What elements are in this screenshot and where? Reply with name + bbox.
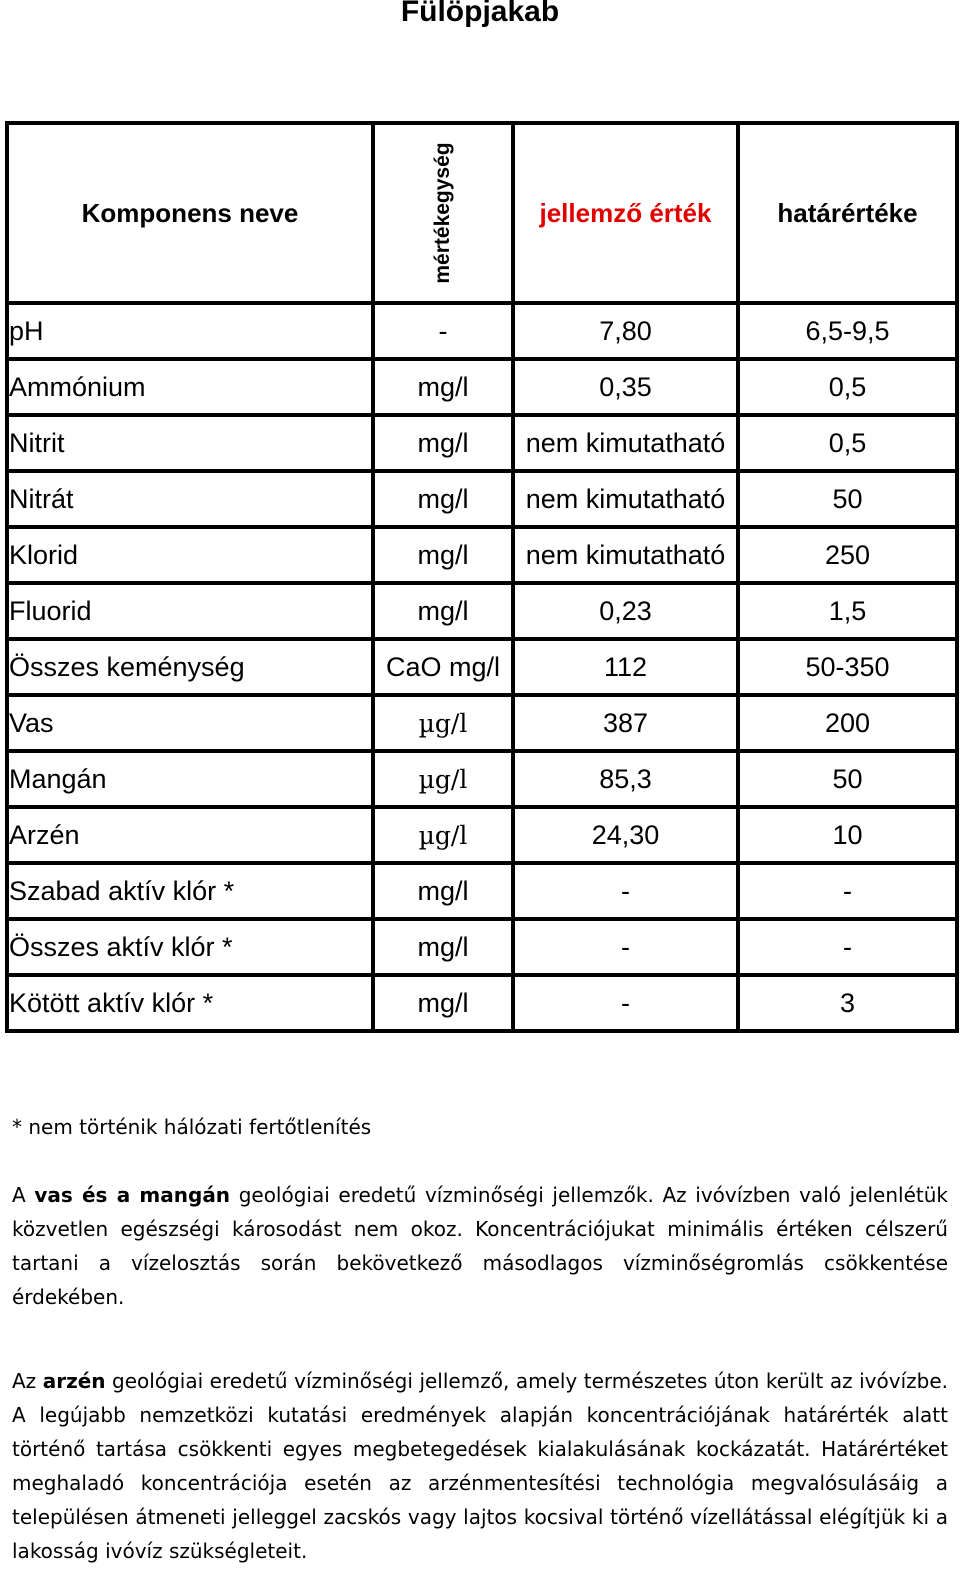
header-limit-value: határértéke <box>738 123 957 303</box>
cell-typical-value: - <box>513 863 738 919</box>
cell-component-name: Mangán <box>7 751 373 807</box>
cell-unit: mg/l <box>373 415 513 471</box>
cell-component-name: Nitrit <box>7 415 373 471</box>
cell-unit <box>373 807 513 863</box>
cell-limit-value: 1,5 <box>738 583 957 639</box>
cell-component-name: Összes keménység <box>7 639 373 695</box>
cell-unit: mg/l <box>373 583 513 639</box>
table-row <box>7 471 957 527</box>
cell-limit-value: 200 <box>738 695 957 751</box>
cell-typical-value: 0,23 <box>513 583 738 639</box>
header-unit <box>373 123 513 303</box>
cell-limit-value: 0,5 <box>738 359 957 415</box>
paragraph-text: A <box>12 1183 35 1207</box>
cell-unit: - <box>373 303 513 359</box>
cell-component-name: pH <box>7 303 373 359</box>
cell-unit-text: µg/l <box>418 820 468 850</box>
cell-limit-value: 50 <box>738 471 957 527</box>
cell-typical-value: nem kimutatható <box>513 415 738 471</box>
table-row <box>7 583 957 639</box>
table-row <box>7 695 957 751</box>
iron-manganese-paragraph <box>12 1178 948 1314</box>
cell-unit: mg/l <box>373 359 513 415</box>
cell-typical-value: nem kimutatható <box>513 471 738 527</box>
paragraph-emphasis: vas és a mangán <box>34 1183 231 1207</box>
cell-unit: mg/l <box>373 527 513 583</box>
cell-component-name: Kötött aktív klór * <box>7 975 373 1031</box>
table-row <box>7 415 957 471</box>
cell-unit: mg/l <box>373 863 513 919</box>
header-unit-label: mértékegység <box>431 142 454 284</box>
table-row <box>7 975 957 1031</box>
paragraph-emphasis: arzén <box>42 1369 106 1393</box>
cell-unit: mg/l <box>373 471 513 527</box>
cell-limit-value: 250 <box>738 527 957 583</box>
cell-typical-value: nem kimutatható <box>513 527 738 583</box>
cell-typical-value: 387 <box>513 695 738 751</box>
cell-component-name: Arzén <box>7 807 373 863</box>
cell-typical-value: 0,35 <box>513 359 738 415</box>
page-title: Fülöpjakab <box>400 0 560 28</box>
cell-limit-value: 50-350 <box>738 639 957 695</box>
cell-component-name: Klorid <box>7 527 373 583</box>
table-row <box>7 863 957 919</box>
table-header-row <box>7 123 957 303</box>
paragraph-text: Az <box>12 1369 43 1393</box>
arsenic-paragraph <box>12 1364 948 1568</box>
cell-limit-value: 6,5-9,5 <box>738 303 957 359</box>
header-typical-value: jellemző érték <box>513 123 738 303</box>
cell-typical-value: - <box>513 919 738 975</box>
cell-typical-value: 24,30 <box>513 807 738 863</box>
cell-typical-value: 112 <box>513 639 738 695</box>
cell-limit-value: 50 <box>738 751 957 807</box>
table-row <box>7 639 957 695</box>
cell-component-name: Vas <box>7 695 373 751</box>
paragraph-text: geológiai eredetű vízminőségi jellemző, amely természetes úton került az ivóvízbe. A legújabb nemzetközi kutatási eredmények alapján koncentrációjának határérték alatt történő tartása csökkenti egyes megbetegedések kialakulásának kockázatát. Határértéket meghaladó koncentrációja esetén az arzénmentesítési technológia megvalósulásáig a településen átmeneti jelleggel zacskós vagy lajtos kocsival történő vízellátással elégítjük ki a lakosság ivóvíz szükségleteit. <box>12 1369 949 1563</box>
cell-unit-text: µg/l <box>418 764 468 794</box>
table-row <box>7 359 957 415</box>
cell-unit: mg/l <box>373 919 513 975</box>
cell-component-name: Nitrát <box>7 471 373 527</box>
cell-limit-value: 3 <box>738 975 957 1031</box>
table-row <box>7 751 957 807</box>
cell-unit <box>373 695 513 751</box>
table-row <box>7 807 957 863</box>
header-component-name: Komponens neve <box>7 123 373 303</box>
cell-unit <box>373 751 513 807</box>
cell-unit-text: µg/l <box>418 708 468 738</box>
cell-limit-value: - <box>738 863 957 919</box>
cell-component-name: Szabad aktív klór * <box>7 863 373 919</box>
cell-limit-value: 0,5 <box>738 415 957 471</box>
cell-typical-value: - <box>513 975 738 1031</box>
paragraph-text: geológiai eredetű vízminőségi jellemzők. Az ivóvízben való jelenlétük közvetlen egészségi károsodást nem okoz. Koncentrációjukat minimális értéken célszerű tartani a vízelosztás során bekövetkező másodlagos vízminőségromlás csökkentése érdekében. <box>12 1183 948 1309</box>
table-row <box>7 303 957 359</box>
cell-typical-value: 85,3 <box>513 751 738 807</box>
cell-unit: mg/l <box>373 975 513 1031</box>
table-row <box>7 919 957 975</box>
footnote: * nem történik hálózati fertőtlenítés <box>12 1115 372 1139</box>
cell-component-name: Fluorid <box>7 583 373 639</box>
cell-limit-value: 10 <box>738 807 957 863</box>
water-quality-table <box>5 121 959 1033</box>
cell-unit: CaO mg/l <box>373 639 513 695</box>
cell-limit-value: - <box>738 919 957 975</box>
cell-component-name: Ammónium <box>7 359 373 415</box>
cell-component-name: Összes aktív klór * <box>7 919 373 975</box>
table-row <box>7 527 957 583</box>
cell-typical-value: 7,80 <box>513 303 738 359</box>
